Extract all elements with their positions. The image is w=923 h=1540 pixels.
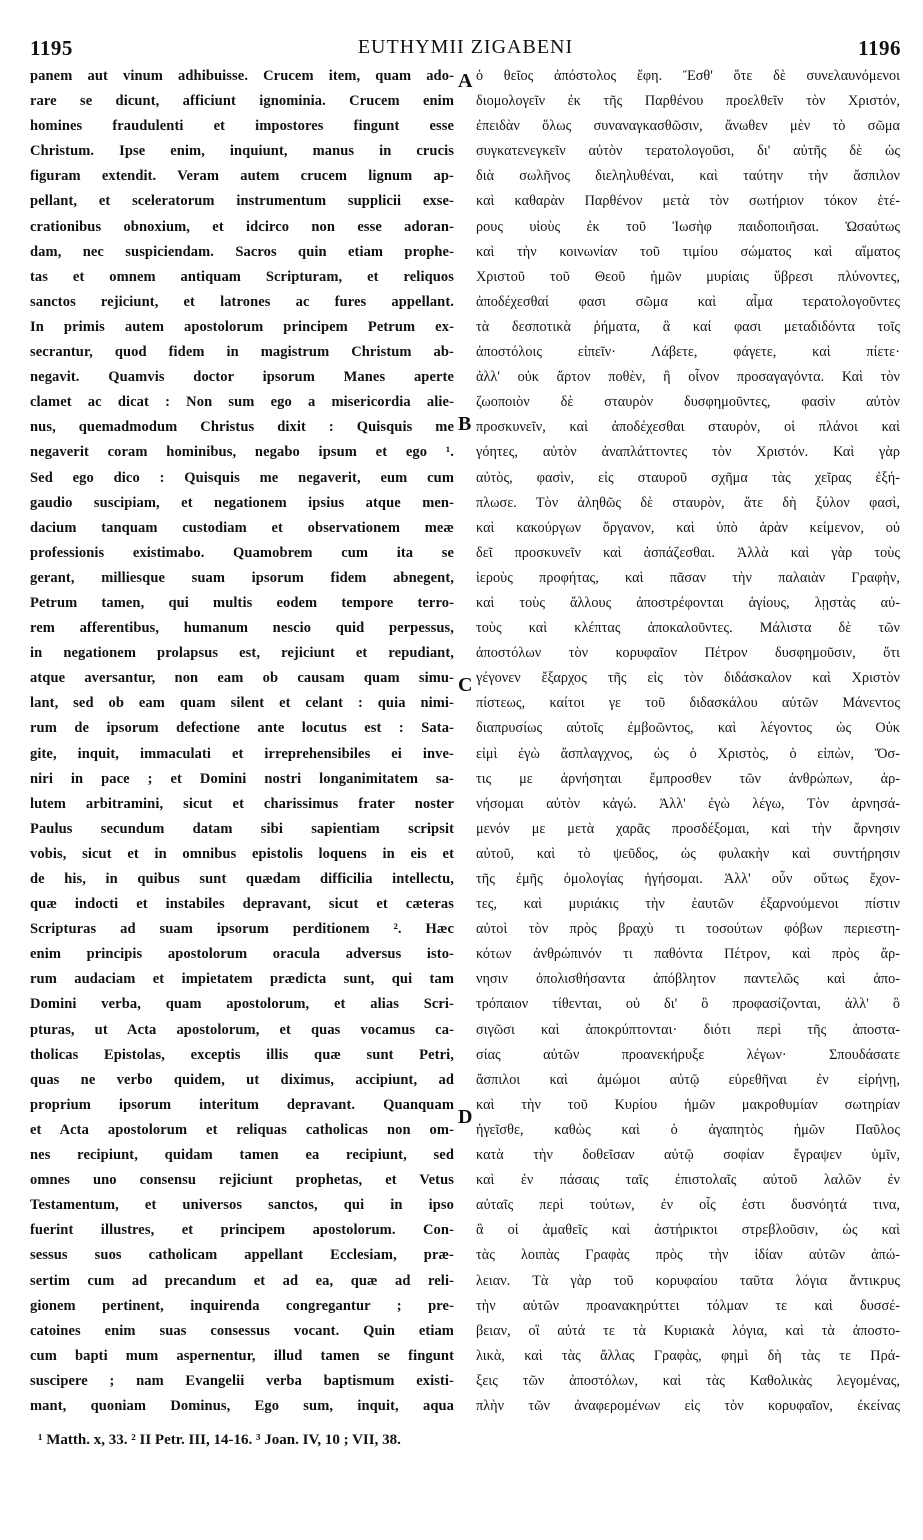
section-marker-b: B xyxy=(458,413,472,435)
latin-text-line: Testamentum, et universos sanctos, qui in ipso xyxy=(30,1197,454,1214)
latin-text-line: rum audaciam et impietatem prædicta sunt, qui tam xyxy=(30,971,454,988)
section-marker-c: C xyxy=(458,674,473,696)
greek-text-line: δεῖ προσκυνεῖν καὶ ἀσπάζεσθαι. Ἀλλὰ καὶ γὰρ τοὺς xyxy=(476,544,900,561)
latin-text-line: lutem arbitramini, sicut et charissimus frater noster xyxy=(30,795,454,812)
greek-text-line: ἱεροὺς προφήτας, καὶ πᾶσαν τὴν παλαιὰν Γραφὴν, xyxy=(476,569,900,586)
latin-text-line: proprium ipsorum interitum depravant. Quanquam xyxy=(30,1096,454,1113)
greek-text-line: πλὴν τῶν ἀναφερομένων εἰς τὸν κορυφαῖον, ἐκείνας xyxy=(476,1397,900,1414)
latin-text-line: In primis autem apostolorum principem Petrum ex- xyxy=(30,318,454,335)
latin-text-line: figuram extendit. Veram autem crucem lignum ap- xyxy=(30,168,454,185)
latin-text-line: Paulus secundum datam sibi sapientiam scripsit xyxy=(30,820,454,837)
greek-text-line: ἀποστόλων τὸν κορυφαῖον Πέτρον δυσφημοῦσιν, ὅτι xyxy=(476,645,900,662)
greek-text-line: ξεις τῶν ἀποστόλων, καὶ τὰς Καθολικὰς λεγομένας, xyxy=(476,1372,900,1389)
greek-text-line: τρόπαιον τίθενται, οὐ δι' ὃ προφασίζονται, ἀλλ' ὃ xyxy=(476,996,900,1013)
greek-text-line: νησιν ὀπολισθήσαντα ἀπόβλητον παντελῶς καὶ ἀπο- xyxy=(476,971,900,988)
greek-text-line: τις με ἀρνήσηται ἔμπροσθεν τῶν ἀνθρώπων, ἀρ- xyxy=(476,770,900,787)
latin-text-line xyxy=(30,1419,454,1424)
latin-text-line: Christum. Ipse enim, inquiunt, manus in crucis xyxy=(30,143,454,160)
latin-text-line: de his, in quibus sunt quædam difficilia intellectu, xyxy=(30,871,454,887)
greek-text-line: τοὺς καὶ κλέπτας ἀποκαλοῦντες. Μάλιστα δὲ τῶν xyxy=(476,620,900,637)
greek-text-line: σίας αὐτῶν προανεκήρυξε λέγων· Σπουδάσατε xyxy=(476,1046,900,1063)
greek-text-line: ρους υἱοὺς ἐκ τοῦ Ἰωσὴφ παιδοποιῆσαι. Ὡσαύτως xyxy=(476,218,900,235)
greek-text-line: ὁ θεῖος ἀπόστολος ἔφη. Ἔσθ' ὅτε δὲ συνελαυνόμενοι xyxy=(476,68,900,84)
greek-text-line: ἄσπιλοι καὶ ἀμώμοι αὐτῷ εὑρεθῆναι ἐν εἰρήνῃ, xyxy=(476,1071,900,1088)
latin-text-line: gerant, milliesque suam ipsorum fidem abnegent, xyxy=(30,569,454,586)
greek-text-line: τὴν αὐτῶν προανακηρύττει τόλμαν τε καὶ δυσσέ- xyxy=(476,1297,900,1314)
greek-text-line: ἀλλ' οὐκ ἄρτον ποθὲν, ἢ οἶνον προσαγαγόντα. Καὶ τὸν xyxy=(476,369,900,386)
greek-text-line: ἀποστόλοις εἰπεῖν· Λάβετε, φάγετε, καὶ πίετε· xyxy=(476,344,900,361)
latin-text-line: pellant, et sceleratorum instrumentum supplicii exse- xyxy=(30,193,454,210)
greek-text-line: αὐτὸς, φασὶν, εἰς σταυροῦ σχῆμα τὰς χεῖρας ἐξή- xyxy=(476,469,900,486)
latin-text-line: negavit. Quamvis doctor ipsorum Manes aperte xyxy=(30,369,454,386)
latin-text-line: gaudio suscipiam, et negationem ipsius atque men- xyxy=(30,494,454,511)
latin-text-line: sessus suos catholicam appellant Ecclesiam, præ- xyxy=(30,1247,454,1264)
greek-text-line: διομολογεῖν ἐκ τῆς Παρθένου προελθεῖν τὸν Χριστόν, xyxy=(476,93,900,110)
latin-text-line: Sed ego dico : Quisquis me negaverit, eum cum xyxy=(30,469,454,486)
greek-text-line: συγκατενεγκεῖν αὐτὸν τερατολογοῦσι, δι' αὐτῆς δὲ ὡς xyxy=(476,143,900,160)
greek-text-line: μενόν με μετὰ χαρᾶς προσδέξομαι, καὶ τὴν ἄρνησιν xyxy=(476,820,900,837)
latin-text-line: panem aut vinum adhibuisse. Crucem item, quam ado- xyxy=(30,68,454,84)
greek-text-line: διαπρυσίως αὐτοῖς ἐμβοῶντος, καὶ λέγοντος ὡς Οὐκ xyxy=(476,720,900,737)
greek-text-line: πλωσε. Τὸν ἀληθῶς δὲ σταυρὸν, ἅτε δὴ ξύλον φασὶ, xyxy=(476,494,900,511)
greek-text-line: τὰ δεσποτικὰ ῥήματα, ἃ καί φασι μεταδιδόντα τοῖς xyxy=(476,318,900,335)
latin-text-line: quas ne verbo quidem, ut diximus, accipiunt, ad xyxy=(30,1071,454,1088)
greek-text-line: ἐπειδὰν ὅλως συναναγκασθῶσιν, ἄνωθεν μὲν τὸ σῶμα xyxy=(476,118,900,135)
greek-text-line: τὰς λοιπὰς Γραφὰς πρὸς τὴν ἰδίαν αὐτῶν ἀπώ- xyxy=(476,1247,900,1264)
greek-text-line: εἰμὶ ἐγὼ ἄσπλαγχνος, ὡς ὁ Χριστὸς, ὁ εἰπὼν, Ὅσ- xyxy=(476,745,900,762)
latin-text-line: tholicas Epistolas, exceptis illis quæ sunt Petri, xyxy=(30,1046,454,1063)
latin-text-line: negaverit coram hominibus, negabo ipsum et ego ¹. xyxy=(30,444,454,461)
latin-text-line: rare se dicunt, afficiunt ignominia. Crucem enim xyxy=(30,93,454,110)
latin-text-line: et Acta apostolorum et reliquas catholicas non om- xyxy=(30,1121,454,1138)
section-marker-d: D xyxy=(458,1106,473,1128)
greek-text-line: λικὰ, καὶ τὰς ἄλλας Γραφὰς, φημὶ δὴ τὰς τε Πρά- xyxy=(476,1347,900,1364)
running-title: EUTHYMII ZIGABENI xyxy=(357,36,574,58)
latin-text-line: omnes uno consensu rejiciunt prophetas, et Vetus xyxy=(30,1172,454,1189)
latin-text-line: professionis existimabo. Quamobrem cum ita se xyxy=(30,544,454,561)
latin-text-line: homines fraudulenti et impostores fingunt esse xyxy=(30,118,454,135)
greek-text-line: πίστεως, καίτοι γε τοῦ διδασκάλου αὐτῶν Μάνεντος xyxy=(476,695,900,712)
greek-text-line: καὶ τὴν κοινωνίαν τοῦ τιμίου σώματος καὶ αἵματος xyxy=(476,243,900,260)
greek-text-line: καὶ τοὺς ἄλλους ἀποστρέφονται ἁγίους, λῃστὰς αὐ- xyxy=(476,594,900,611)
latin-text-line: tas et omnem antiquam Scripturam, et reliquos xyxy=(30,268,454,285)
latin-text-line: gionem pertinent, inquirenda congregantur ; pre- xyxy=(30,1297,454,1314)
latin-text-line: gite, inquit, immaculati et irreprehensibiles ei inve- xyxy=(30,745,454,762)
greek-text-line: αὐταῖς περὶ τούτων, ἐν οἷς ἐστι δυσνόητά τινα, xyxy=(476,1197,900,1214)
latin-text-line: lant, sed ob eam quam silent et celant : quia nimi- xyxy=(30,695,454,712)
greek-text-line: βειαν, οἳ αὐτά τε τὰ Κυριακὰ λόγια, καὶ τὰ ἀποστο- xyxy=(476,1322,900,1339)
greek-text-line: αὐτοῦ, καὶ τὸ ψεῦδος, ὡς φυλακὴν καὶ συντήρησιν xyxy=(476,845,900,862)
greek-text-line: Χριστοῦ τοῦ Θεοῦ ἡμῶν μυρίαις ὕβρεσι πλύνοντες, xyxy=(476,268,900,285)
latin-text-line: pturas, ut Acta apostolorum, et quas vocamus ca- xyxy=(30,1021,454,1038)
greek-text-line: κότων ἀνθρώπινόν τι παθόντα Πέτρον, καὶ πρὸς ἄρ- xyxy=(476,946,900,963)
latin-text-line: suscipere ; nam Evangelii verba baptismum existi- xyxy=(30,1372,454,1389)
greek-text-line: καὶ τὴν τοῦ Κυρίου ἡμῶν μακροθυμίαν σωτηρίαν xyxy=(476,1096,900,1113)
latin-text-line: rem afferentibus, humanum nescio quid perpessus, xyxy=(30,620,454,637)
greek-text-line: τες, καὶ μυριάκις τὴν ἑαυτῶν ἐξαρνούμενοι πίστιν xyxy=(476,896,900,913)
page-number-right: 1196 xyxy=(858,36,901,60)
latin-text-line: fuerint illustres, et principem apostolorum. Con- xyxy=(30,1222,454,1239)
greek-text-line: γόητες, αὐτὸν ἀναπλάττοντες τὸν Χριστόν. Καὶ γὰρ xyxy=(476,444,900,461)
greek-text-line: κατὰ τὴν δοθεῖσαν αὐτῷ σοφίαν ἔγραψεν ὑμῖν, xyxy=(476,1147,900,1164)
latin-text-line: nus, quemadmodum Christus dixit : Quisquis me xyxy=(30,419,454,436)
latin-text-line: secrantur, quod fidem in magistrum Christum ab- xyxy=(30,344,454,361)
greek-text-line: καὶ καθαρὰν Παρθένον μετὰ τὸν σωτήριον τόκον ἑτέ- xyxy=(476,193,900,210)
greek-column xyxy=(476,64,900,1424)
latin-text-line: crationibus obnoxium, et idcirco non esse adoran- xyxy=(30,218,454,235)
latin-text-line: mant, quoniam Dominus, Ego sum, inquit, aqua xyxy=(30,1397,454,1414)
page-header xyxy=(30,36,901,62)
latin-text-line: enim principis apostolorum oracula adversus isto- xyxy=(30,946,454,963)
greek-text-line: προσκυνεῖν, καὶ ἀποδέχεσθαι σταυρὸν, οἱ πλάνοι καὶ xyxy=(476,419,900,436)
greek-text-line: σιγῶσι καὶ ἀποκρύπτονται· διότι περὶ τῆς ἀποστα- xyxy=(476,1021,900,1038)
latin-text-line: niri in pace ; et Domini nostri longanimitatem sa- xyxy=(30,770,454,787)
greek-text-line: καὶ ἐν πάσαις ταῖς ἐπιστολαῖς αὐτοῦ λαλῶν ἐν xyxy=(476,1172,900,1189)
greek-text-line: λειαν. Τὰ γὰρ τοῦ κορυφαίου ταῦτα λόγια ἄντικρυς xyxy=(476,1272,900,1289)
latin-text-line: Scripturas ad suam ipsorum perditionem ². Hæc xyxy=(30,921,454,938)
latin-text-line: vobis, sicut et in omnibus epistolis loquens in eis et xyxy=(30,845,454,862)
latin-text-line: sertim cum ad precandum et ad ea, quæ ad reli- xyxy=(30,1272,454,1289)
latin-text-line: quæ indocti et instabiles depravant, sicut et cæteras xyxy=(30,896,454,913)
latin-text-line: catoines enim suas consessus vocant. Quin etiam xyxy=(30,1322,454,1339)
latin-text-line: Domini verba, quam apostolorum, et alias Scri- xyxy=(30,996,454,1013)
greek-text-line xyxy=(476,1419,900,1424)
latin-text-line: nes recipiunt, quidam tamen ea recipiunt, sed xyxy=(30,1147,454,1164)
latin-text-line: dam, nec suspiciendam. Sacros quin etiam prophe- xyxy=(30,243,454,260)
greek-text-line: ἀποδέχεσθαί φασι σῶμα καὶ αἷμα τερατολογοῦντες xyxy=(476,293,900,310)
greek-text-line: νήσομαι αὐτὸν κἀγώ. Ἀλλ' ἐγὼ λέγω, Τὸν ἀρνησά- xyxy=(476,795,900,812)
greek-text-line: ἃ οἱ ἀμαθεῖς καὶ ἀστήρικτοι στρεβλοῦσιν, ὡς καὶ xyxy=(476,1222,900,1239)
greek-text-line: τῆς ἐμῆς ὁμολογίας ἡγήσομαι. Ἀλλ' οὖν οὕτως ἔχον- xyxy=(476,871,900,887)
page-number-left: 1195 xyxy=(30,36,73,60)
greek-text-line: αὐτοὶ τὸν πρὸς βραχὺ τι τοσούτων φόβων περιεστη- xyxy=(476,921,900,938)
latin-text-line: sanctos rejiciunt, et latrones ac fures appellant. xyxy=(30,293,454,310)
footnotes: ¹ Matth. x, 33. ² II Petr. III, 14-16. ³ Joan. IV, 10 ; VII, 38. xyxy=(38,1432,401,1448)
latin-text-line: dacium tanquam custodiam et observationem meæ xyxy=(30,519,454,536)
latin-text-line: Petrum tamen, qui multis eodem tempore terro- xyxy=(30,594,454,611)
latin-text-line: rum de ipsorum defectione ante locutus est : Sata- xyxy=(30,720,454,737)
latin-column xyxy=(30,64,454,1424)
greek-text-line: ζωοποιὸν δὲ σταυρὸν δυσφημοῦντες, φασὶν αὐτὸν xyxy=(476,394,900,411)
latin-text-line: atque aversantur, non eam ob causam quam simu- xyxy=(30,670,454,687)
section-marker-a: A xyxy=(458,70,473,92)
greek-text-line: διὰ σωλῆνος διεληλυθέναι, καὶ ταύτην τὴν ἄσπιλον xyxy=(476,168,900,185)
greek-text-line: καὶ κακούργων ὄργανον, καὶ ὑπὸ ἀρὰν κείμενον, οὐ xyxy=(476,519,900,536)
latin-text-line: clamet ac dicat : Non sum ego a misericordia alie- xyxy=(30,394,454,411)
greek-text-line: γέγονεν ἔξαρχος τῆς εἰς τὸν διδάσκαλον καὶ Χριστὸν xyxy=(476,670,900,687)
latin-text-line: cum bapti mum aspernentur, illud tamen se fingunt xyxy=(30,1347,454,1364)
greek-text-line: ἡγεῖσθε, καθὼς καὶ ὁ ἀγαπητὸς ἡμῶν Παῦλος xyxy=(476,1121,900,1138)
latin-text-line: in negationem prolapsus est, rejiciunt et repudiant, xyxy=(30,645,454,662)
